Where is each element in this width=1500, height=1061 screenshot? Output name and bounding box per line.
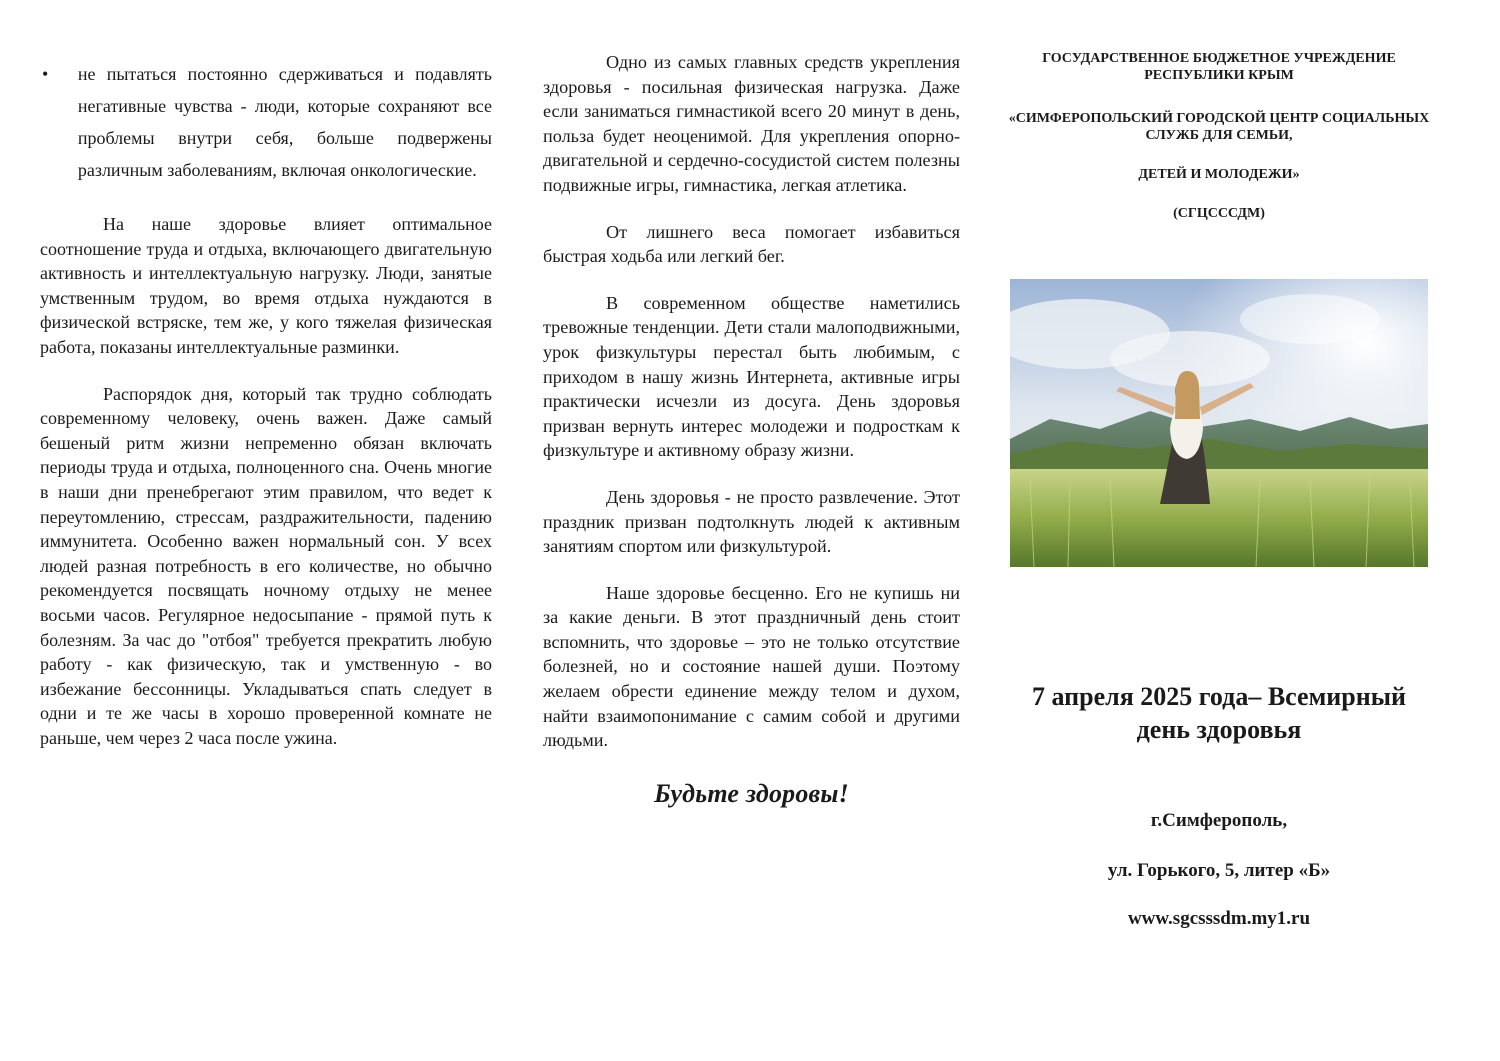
org-name-line2: «СИМФЕРОПОЛЬСКИЙ ГОРОДСКОЙ ЦЕНТР СОЦИАЛЬНЫХ СЛУЖБ ДЛЯ СЕМЬИ, <box>1008 111 1430 143</box>
middle-column <box>543 50 960 809</box>
paragraph-society-trends: В современном обществе наметились тревожные тенденции. Дети стали малоподвижными, урок физкультуры перестал быть любимым, с приходом в нашу жизнь Интернета, активные игры практически исчезли из досуга. День здоровья призван вернуть интерес молодежи и подросткам к физкультуре и активному образу жизни. <box>543 292 960 461</box>
cover-column <box>1005 50 1433 930</box>
paragraph-health-priceless: Наше здоровье бесценно. Его не купишь ни за какие деньги. В этот праздничный день стоит вспомнить, что здоровье – это не только отсутствие болезней, но и состояние нашей души. Поэтому желаем обрести единение между телом и духом, найти взаимопонимание с самим собой и другими людьми. <box>543 582 960 751</box>
org-abbreviation: (СГЦСССДМ) <box>1173 206 1265 221</box>
street-address: ул. Горького, 5, литер «Б» <box>1107 860 1331 881</box>
paragraph-physical-activity: Одно из самых главных средств укрепления здоровья - посильная физическая нагрузка. Даже если заниматься гимнастикой всего 20 минут в день, польза будет неоценимой. Для укрепления опорно-двигательной и сердечно-сосудистой систем полезны подвижные игры, гимнастика, легкая атлетика. <box>543 52 960 195</box>
paragraph-weight: От лишнего веса помогает избавиться быстрая ходьба или легкий бег. <box>543 221 960 267</box>
bullet-symbol: • <box>42 64 49 84</box>
paragraph-health-day: День здоровья - не просто развлечение. Этот праздник призван подтолкнуть людей к активным занятиям спортом или физкультурой. <box>543 486 960 557</box>
event-title: 7 апреля 2025 года– Всемирный день здоровья <box>1031 682 1406 744</box>
bullet-text: не пытаться постоянно сдерживаться и подавлять негативные чувства - люди, которые сохраняют все проблемы внутри себя, больше подвержены различным заболеваниям, включая онкологические. <box>77 64 492 180</box>
closing-wish: Будьте здоровы! <box>654 778 849 808</box>
paragraph-work-rest: На наше здоровье влияет оптимальное соотношение труда и отдыха, включающего двигательную активность и интеллектуальную нагрузку. Люди, занятые умственным трудом, во время отдыха нуждаются в физической встряске, тем же, у кого тяжелая физическая работа, показаны интеллектуальные разминки. <box>40 214 492 357</box>
city: г.Симферополь, <box>1150 810 1288 831</box>
bullet-item <box>40 58 492 186</box>
website-link[interactable]: www.sgcsssdm.my1.ru <box>1127 908 1311 929</box>
org-name-line3: ДЕТЕЙ И МОЛОДЕЖИ» <box>1138 167 1300 182</box>
cover-photo <box>1010 279 1428 567</box>
left-column <box>40 58 492 772</box>
paragraph-daily-routine: Распорядок дня, который так трудно соблюдать современному человеку, очень важен. Даже самый бешеный ритм жизни непременно обязан включать периоды труда и отдыха, полноценного сна. Очень многие в наши дни пренебрегают этим правилом, что ведет к переутомлению, стрессам, раздражительности, падению иммунитета. Особенно важен нормальный сон. У всех людей разная потребность в его количестве, но обычно рекомендуется посвящать ночному отдыху не менее восьми часов. Регулярное недосыпание - прямой путь к болезням. За час до "отбоя" требуется прекратить любую работу - как физическую, так и умственную - во избежание бессонницы. Укладываться спать следует в одни и те же часы в хорошо проверенной комнате не раньше, чем через 2 часа после ужина. <box>40 383 492 748</box>
org-name-line1: ГОСУДАРСТВЕННОЕ БЮДЖЕТНОЕ УЧРЕЖДЕНИЕ РЕСПУБЛИКИ КРЫМ <box>1042 51 1396 83</box>
